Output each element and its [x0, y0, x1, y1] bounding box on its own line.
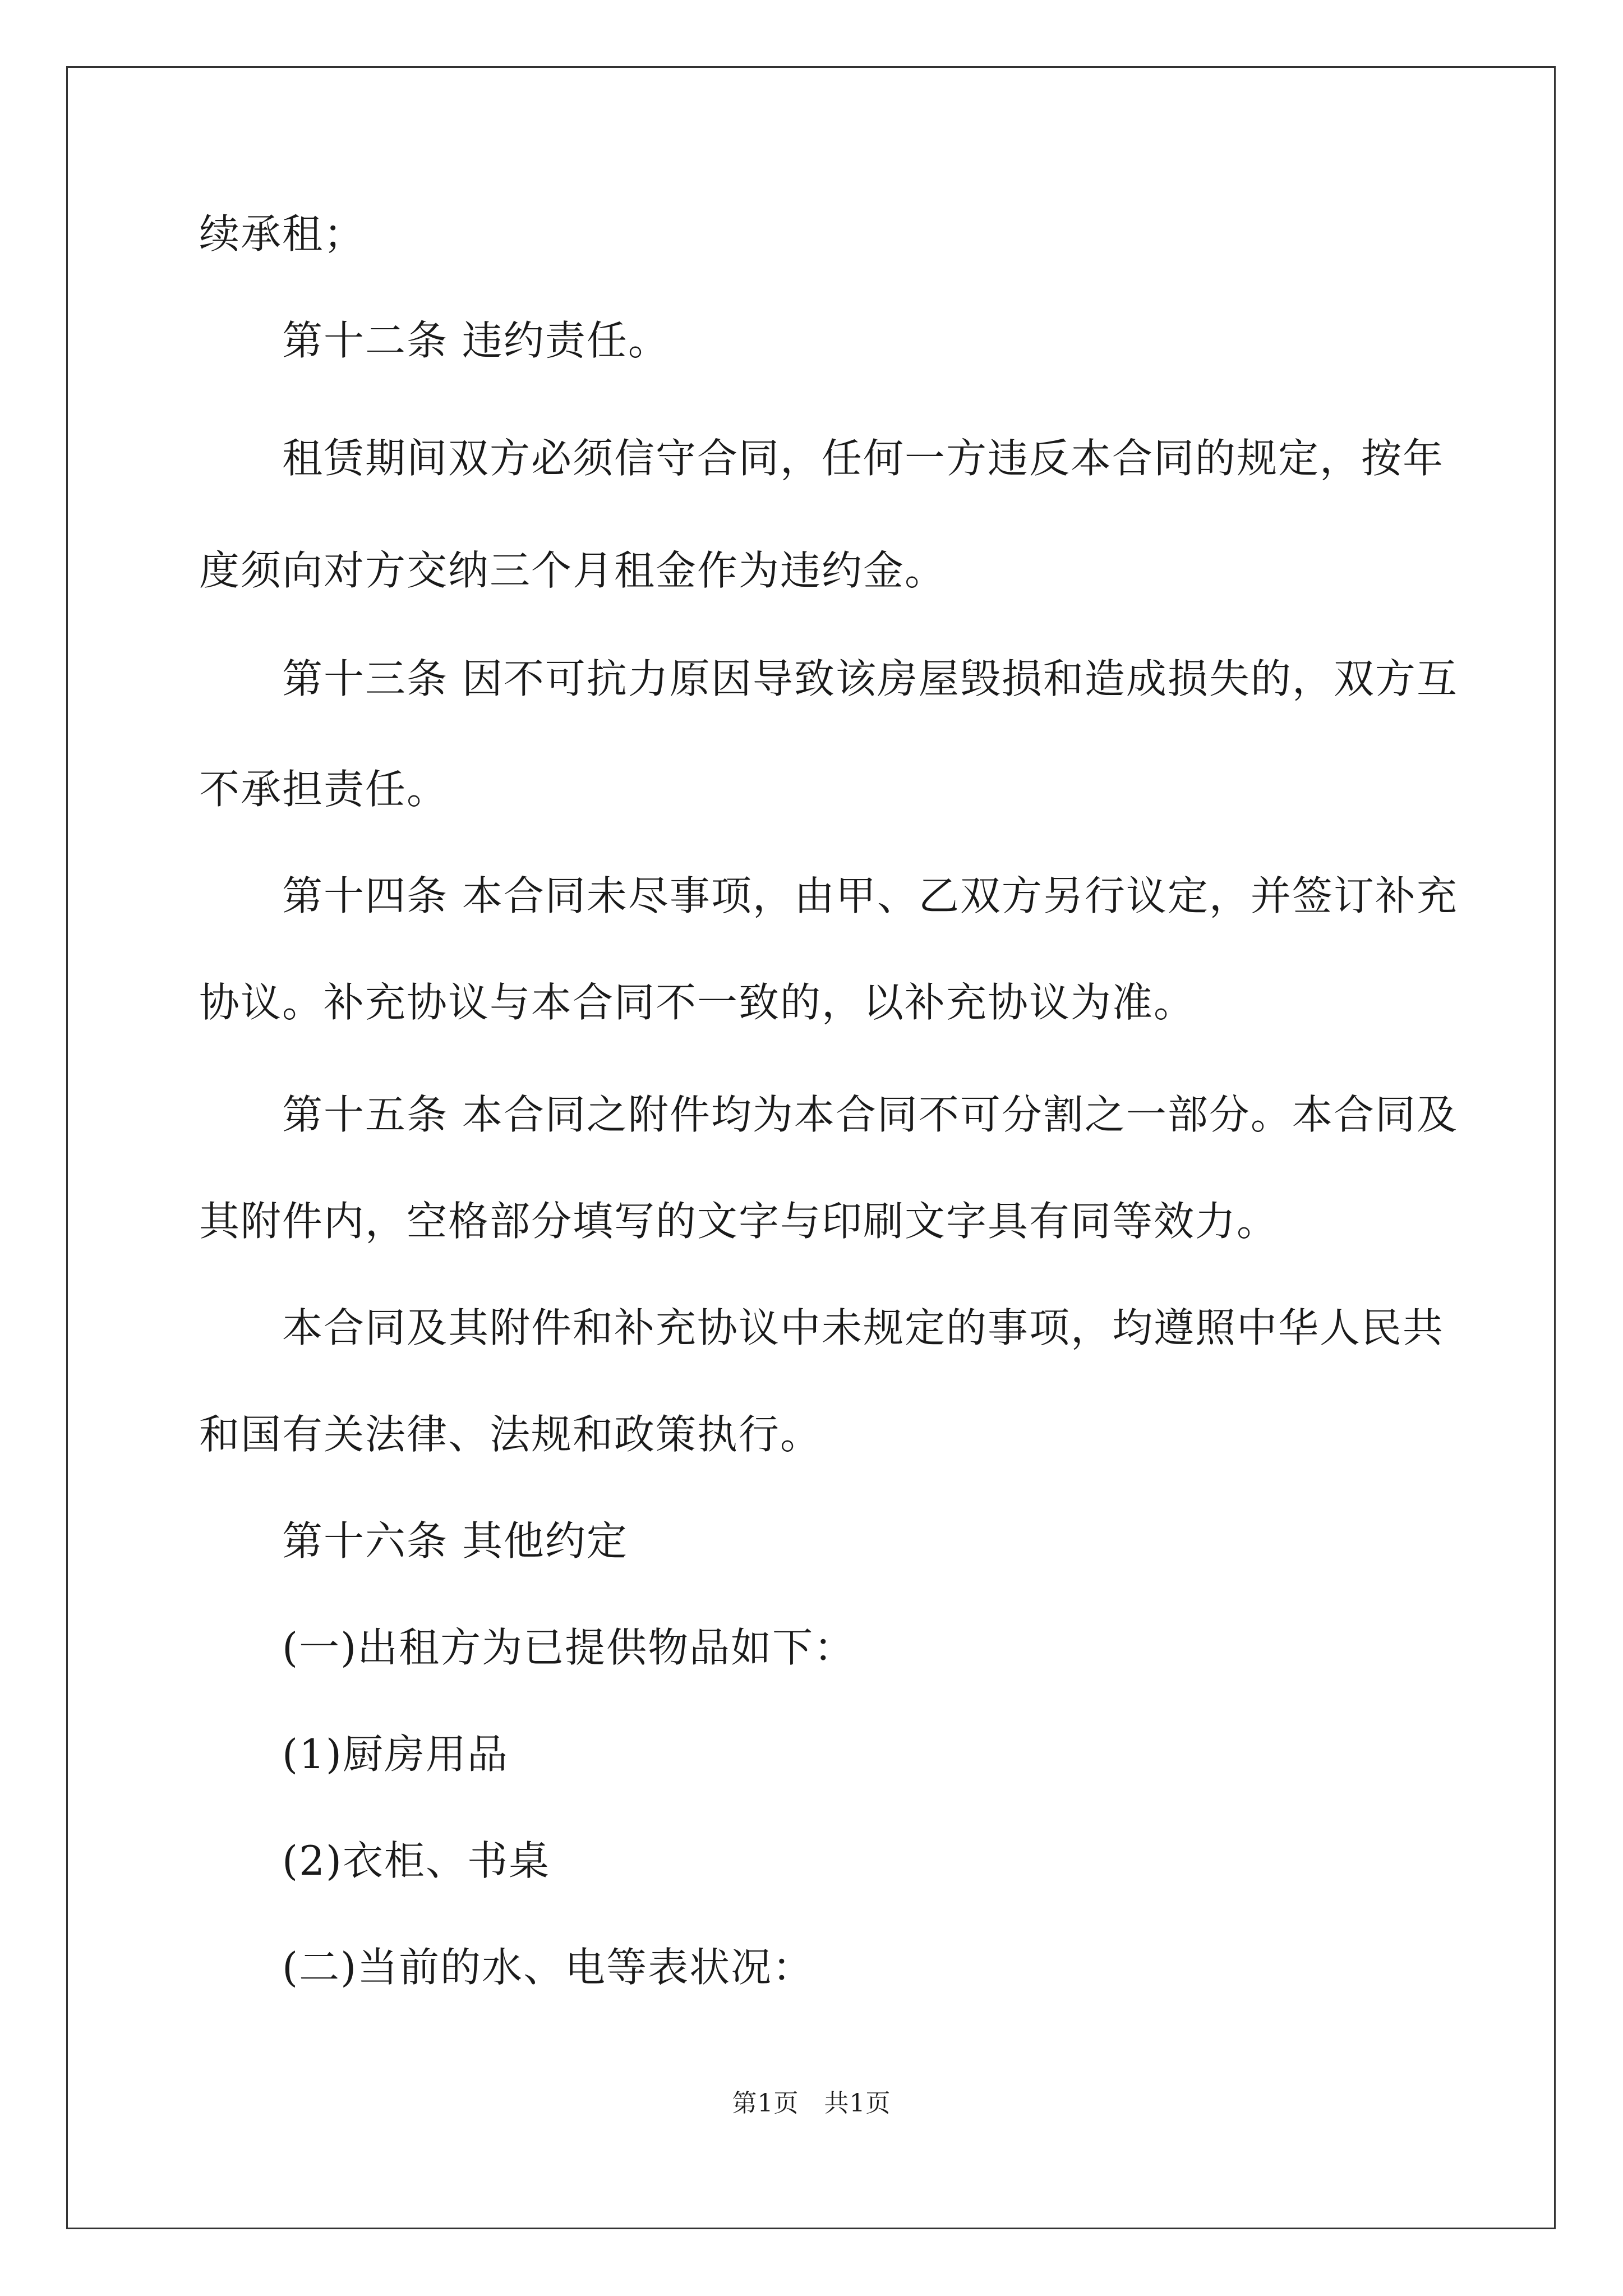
list-item: (1)厨房用品 [282, 1731, 509, 1778]
text-line: 租赁期间双方必须信守合同，任何一方违反本合同的规定，按年 [282, 435, 1445, 482]
text-line: 本合同及其附件和补充协议中未规定的事项，均遵照中华人民共 [282, 1304, 1445, 1351]
page-footer: 第1页 共1页 [732, 2089, 891, 2118]
page-border [66, 66, 1556, 2229]
list-item: (二)当前的水、电等表状况： [282, 1944, 814, 1991]
text-line: 度须向对方交纳三个月租金作为违约金。 [199, 547, 947, 594]
text-line: 其附件内，空格部分填写的文字与印刷文字具有同等效力。 [199, 1198, 1279, 1245]
article-heading: 第十六条 其他约定 [282, 1517, 628, 1565]
list-item: (2)衣柜、书桌 [282, 1837, 550, 1884]
text-line: 和国有关法律、法规和政策执行。 [199, 1411, 822, 1458]
text-line: 协议。补充协议与本合同不一致的，以补充协议为准。 [199, 979, 1196, 1026]
text-line: 续承租； [199, 210, 366, 257]
list-item: (一)出租方为已提供物品如下： [282, 1624, 856, 1671]
article-heading: 第十三条 因不可抗力原因导致该房屋毁损和造成损失的，双方互 [282, 655, 1458, 702]
article-heading: 第十二条 违约责任。 [282, 317, 670, 364]
article-heading: 第十五条 本合同之附件均为本合同不可分割之一部分。本合同及 [282, 1091, 1458, 1138]
text-line: 不承担责任。 [199, 766, 449, 813]
article-heading: 第十四条 本合同未尽事项，由甲、乙双方另行议定，并签订补充 [282, 872, 1458, 919]
